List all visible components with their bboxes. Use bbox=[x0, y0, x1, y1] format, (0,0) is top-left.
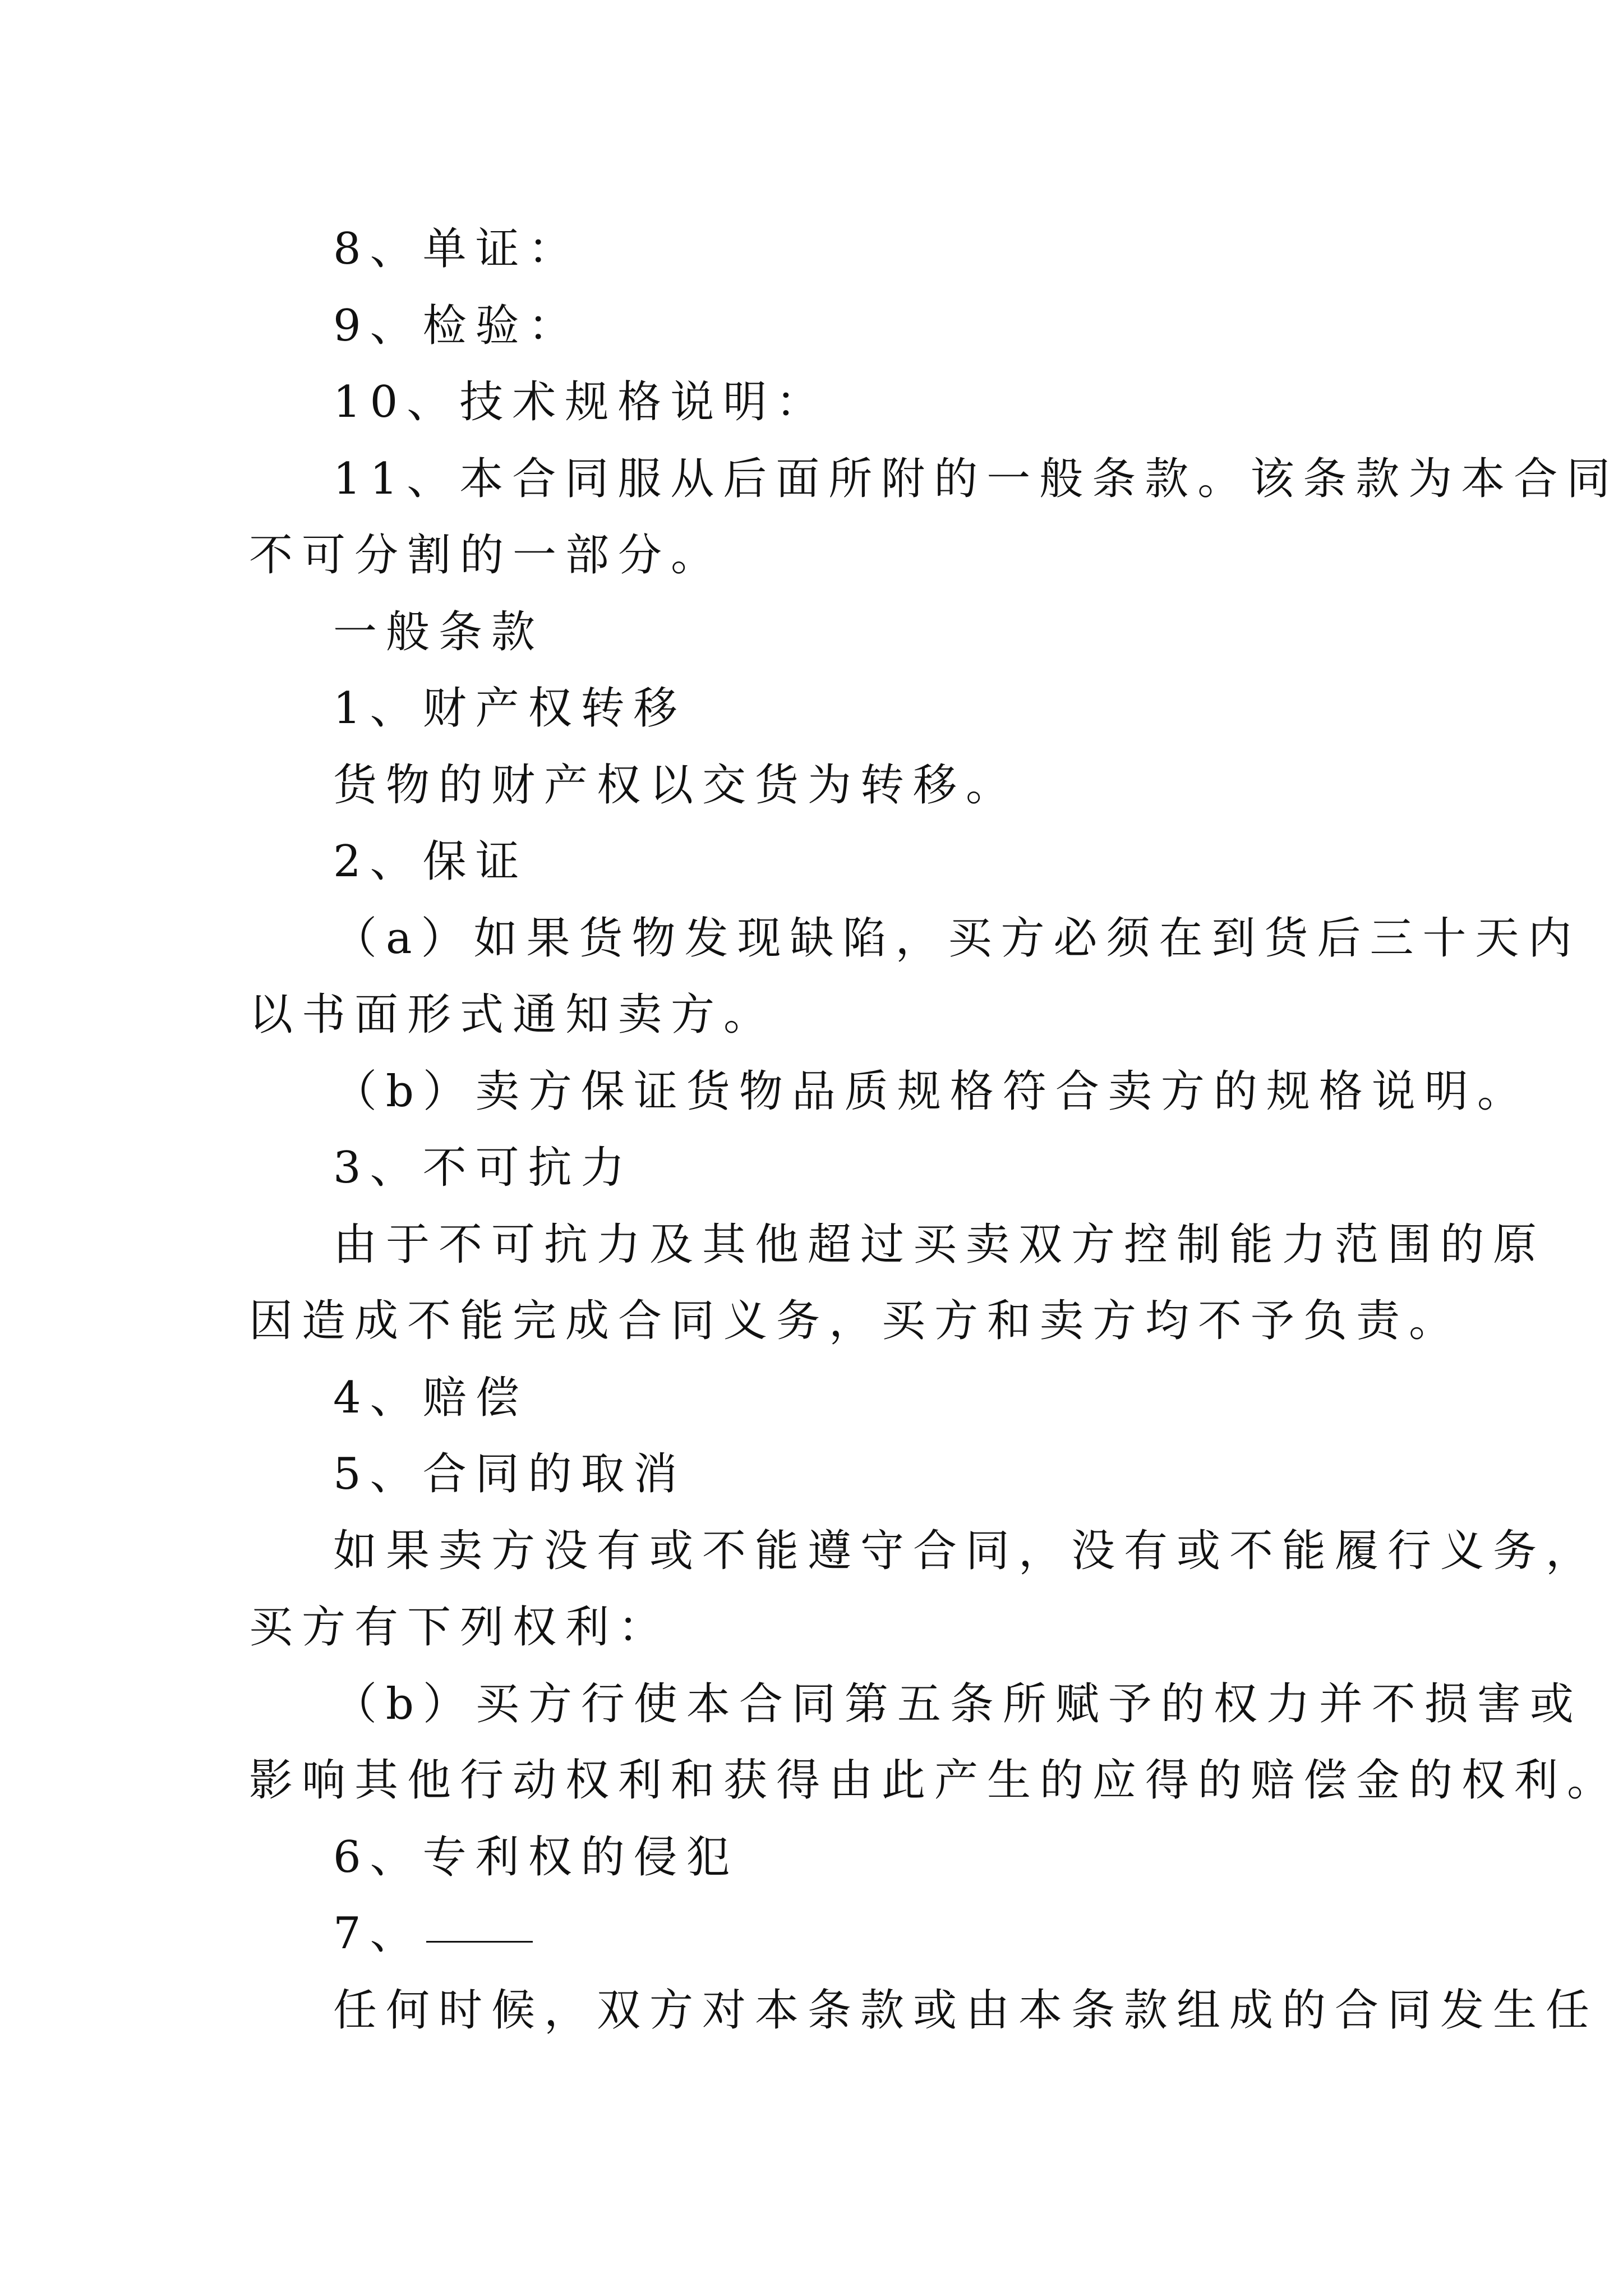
item-10: 10、技术规格说明： bbox=[333, 377, 829, 427]
clause-7-body: 任何时候，双方对本条款或由本条款组成的合同发生任 bbox=[333, 1985, 1599, 2036]
clause-7-blank-line bbox=[426, 1931, 533, 1943]
clause-2a-line-1: （a）如果货物发现缺陷，买方必须在到货后三十天内 bbox=[333, 913, 1581, 964]
clause-3-heading: 3、不可抗力 bbox=[333, 1143, 634, 1193]
clause-5-body-line-1: 如果卖方没有或不能遵守合同，没有或不能履行义务， bbox=[333, 1525, 1599, 1576]
clause-3-body-line-1: 由于不可抗力及其他超过买卖双方控制能力范围的原 bbox=[333, 1219, 1546, 1270]
clause-6-heading: 6、专利权的侵犯 bbox=[333, 1832, 739, 1883]
clause-7-number: 7、 bbox=[333, 1908, 423, 1959]
clause-2-heading: 2、保证 bbox=[333, 836, 528, 887]
clause-3-body-line-2: 因造成不能完成合同义务，买方和卖方均不予负责。 bbox=[249, 1296, 1462, 1346]
clause-2a-line-2: 以书面形式通知卖方。 bbox=[249, 990, 777, 1040]
general-terms-heading: 一般条款 bbox=[333, 606, 545, 657]
clause-5b-line-1: （b）买方行使本合同第五条所赋予的权力并不损害或 bbox=[333, 1678, 1583, 1729]
document-body bbox=[249, 211, 1620, 2049]
clause-1-body: 货物的财产权以交货为转移。 bbox=[333, 760, 1019, 811]
item-9: 9、检验： bbox=[333, 300, 581, 351]
clause-2b: （b）卖方保证货物品质规格符合卖方的规格说明。 bbox=[333, 1066, 1530, 1117]
item-8: 8、单证： bbox=[333, 224, 581, 274]
item-11-line-1: 11、本合同服从后面所附的一般条款。该条款为本合同 bbox=[333, 453, 1620, 504]
clause-1-heading: 1、财产权转移 bbox=[333, 683, 686, 734]
clause-4-heading: 4、赔偿 bbox=[333, 1372, 528, 1423]
clause-5-body-line-2: 买方有下列权利： bbox=[249, 1602, 671, 1653]
clause-7-heading bbox=[249, 1895, 1393, 1972]
clause-5-heading: 5、合同的取消 bbox=[333, 1449, 686, 1499]
item-11-line-2: 不可分割的一部分。 bbox=[249, 530, 724, 581]
clause-5b-line-2: 影响其他行动权利和获得由此产生的应得的赔偿金的权利。 bbox=[249, 1755, 1620, 1806]
